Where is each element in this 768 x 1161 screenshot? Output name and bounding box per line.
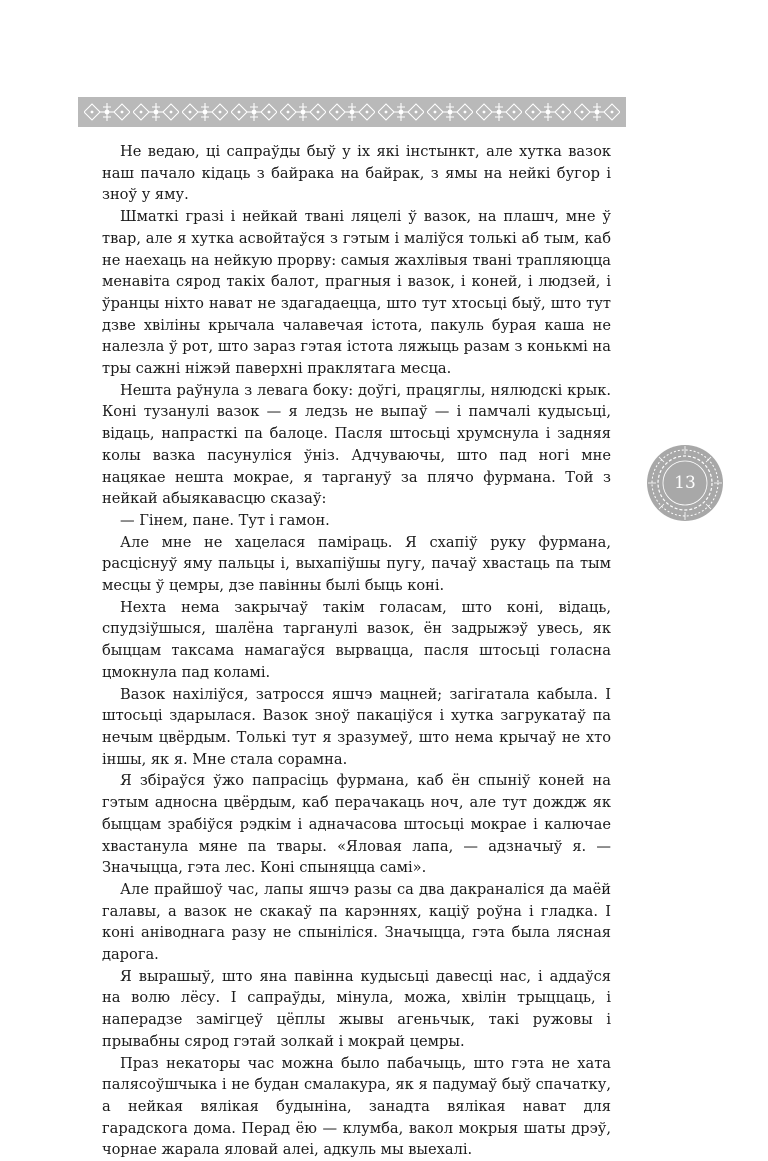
paragraph: Я вырашыў, што яна павінна кудысьці давесці нас, і аддаўся на волю лёсу. І сапраўды, мінула, можа, хвілін трыццаць, і наперадзе замігцеў цёплы жывы агеньчык, такі ружовы і прывабны сярод гэтай золкай і мокрай цемры.	[102, 967, 611, 1050]
ornament-motif	[476, 99, 522, 125]
paragraph: Нешта раўнула з левага боку: доўгі, працяглы, нялюдскі крык. Коні тузанулі вазок — я ледзь не выпаў — і памчалі кудысьці, відаць, напрасткі па балоце. Пасля штосьці хрумснула і задняя колы вазка пасунуліся ўніз. Адчуваючы, што пад ногі мне нацякае нешта мокрае, я таргануў за плячо фурмана. Той з нейкай абыякавасцю сказаў:	[102, 381, 611, 508]
ornament-motif	[378, 99, 424, 125]
paragraph: Шматкі гразі і нейкай твані ляцелі ў вазок, на плашч, мне ў твар, але я хутка асвойтаўся з гэтым і маліўся толькі аб тым, каб не наехаць на нейкую прорву: самыя жахлівыя твані трапляюцца менавіта сярод такіх балот, прагныя і вазок, і коней, і людзей, і ўранцы ніхто нават не здагадаецца, што тут хтосьці быў, што тут дзве хвіліны крычала чалавечая істота, пакуль бурая каша не налезла ў рот, што зараз гэтая істота ляжыць разам з конькмі на тры сажні ніжэй паверхні праклятага месца.	[102, 208, 611, 378]
paragraph: Але прайшоў час, лапы яшчэ разы са два дакраналіся да маёй галавы, а вазок не скакаў па карэннях, каціў роўна і гладка. І коні аніводнага разу не спыніліся. Значыцца, гэта была лясная дарога.	[102, 880, 611, 964]
paragraph: Не ведаю, ці сапраўды быў у іх які інстынкт, але хутка вазок наш пачало кідаць з байрака на байрак, з ямы на нейкі бугор і зноў у яму.	[102, 143, 611, 204]
paragraph: Але мне не хацелася паміраць. Я схапіў руку фурмана, расціснуў яму пальцы і, выхапіўшы пугу, пачаў хвастаць па тым месцы ў цемры, дзе павінны былі быць коні.	[102, 533, 611, 595]
body-text	[102, 141, 611, 1161]
page-number: 13	[674, 473, 696, 493]
ornament-motif	[427, 99, 473, 125]
ornament-motif	[84, 99, 130, 125]
paragraph: Вазок нахіліўся, затросся яшчэ мацней; загігатала кабыла. І штосьці здарылася. Вазок зноў пакаціўся і хутка загрукатаў па нечым цвёрдым. Толькі тут я зразумеў, што нема крычаў не хто іншы, як я. Мне стала сорамна.	[102, 685, 611, 768]
ornament-motif	[525, 99, 571, 125]
ornament-motif	[133, 99, 179, 125]
paragraph: Нехта нема закрычаў такім голасам, што коні, відаць, спудзіўшыся, шалёна тарганулі вазок, ён задрыжэў увесь, як быццам таксама намагаўся вырвацца, пасля штосьці голасна цмокнула пад коламі.	[102, 598, 611, 681]
paragraph: Праз некаторы час можна было пабачыць, што гэта не хата палясоўшчыка і не будан смалакура, як я падумаў быў спачатку, а нейкая вялікая будыніна, занадта вялікая нават для гарадскога дома. Перад ёю — клумба, вакол мокрыя шаты дрэў, чорнае жарала яловай алеі, адкуль мы выехалі.	[102, 1054, 611, 1159]
paragraph: Я збіраўся ўжо папрасіць фурмана, каб ён спыніў коней на гэтым адносна цвёрдым, каб перачакаць ноч, але тут дождж як быццам зрабіўся рэдкім і адначасова штосьці мокрае і калючае хвастанула мяне па твары. «Яловая лапа, — адзначыў я. — Значыцца, гэта лес. Коні спыняцца самі».	[102, 772, 611, 877]
ornament-motif	[329, 99, 375, 125]
ornament-motif	[231, 99, 277, 125]
ornament-motif	[182, 99, 228, 125]
ornament-motif	[574, 99, 620, 125]
ornament-motif	[280, 99, 326, 125]
ornament-header-band	[78, 97, 626, 127]
paragraph: — Гінем, пане. Тут і гамон.	[120, 511, 330, 529]
